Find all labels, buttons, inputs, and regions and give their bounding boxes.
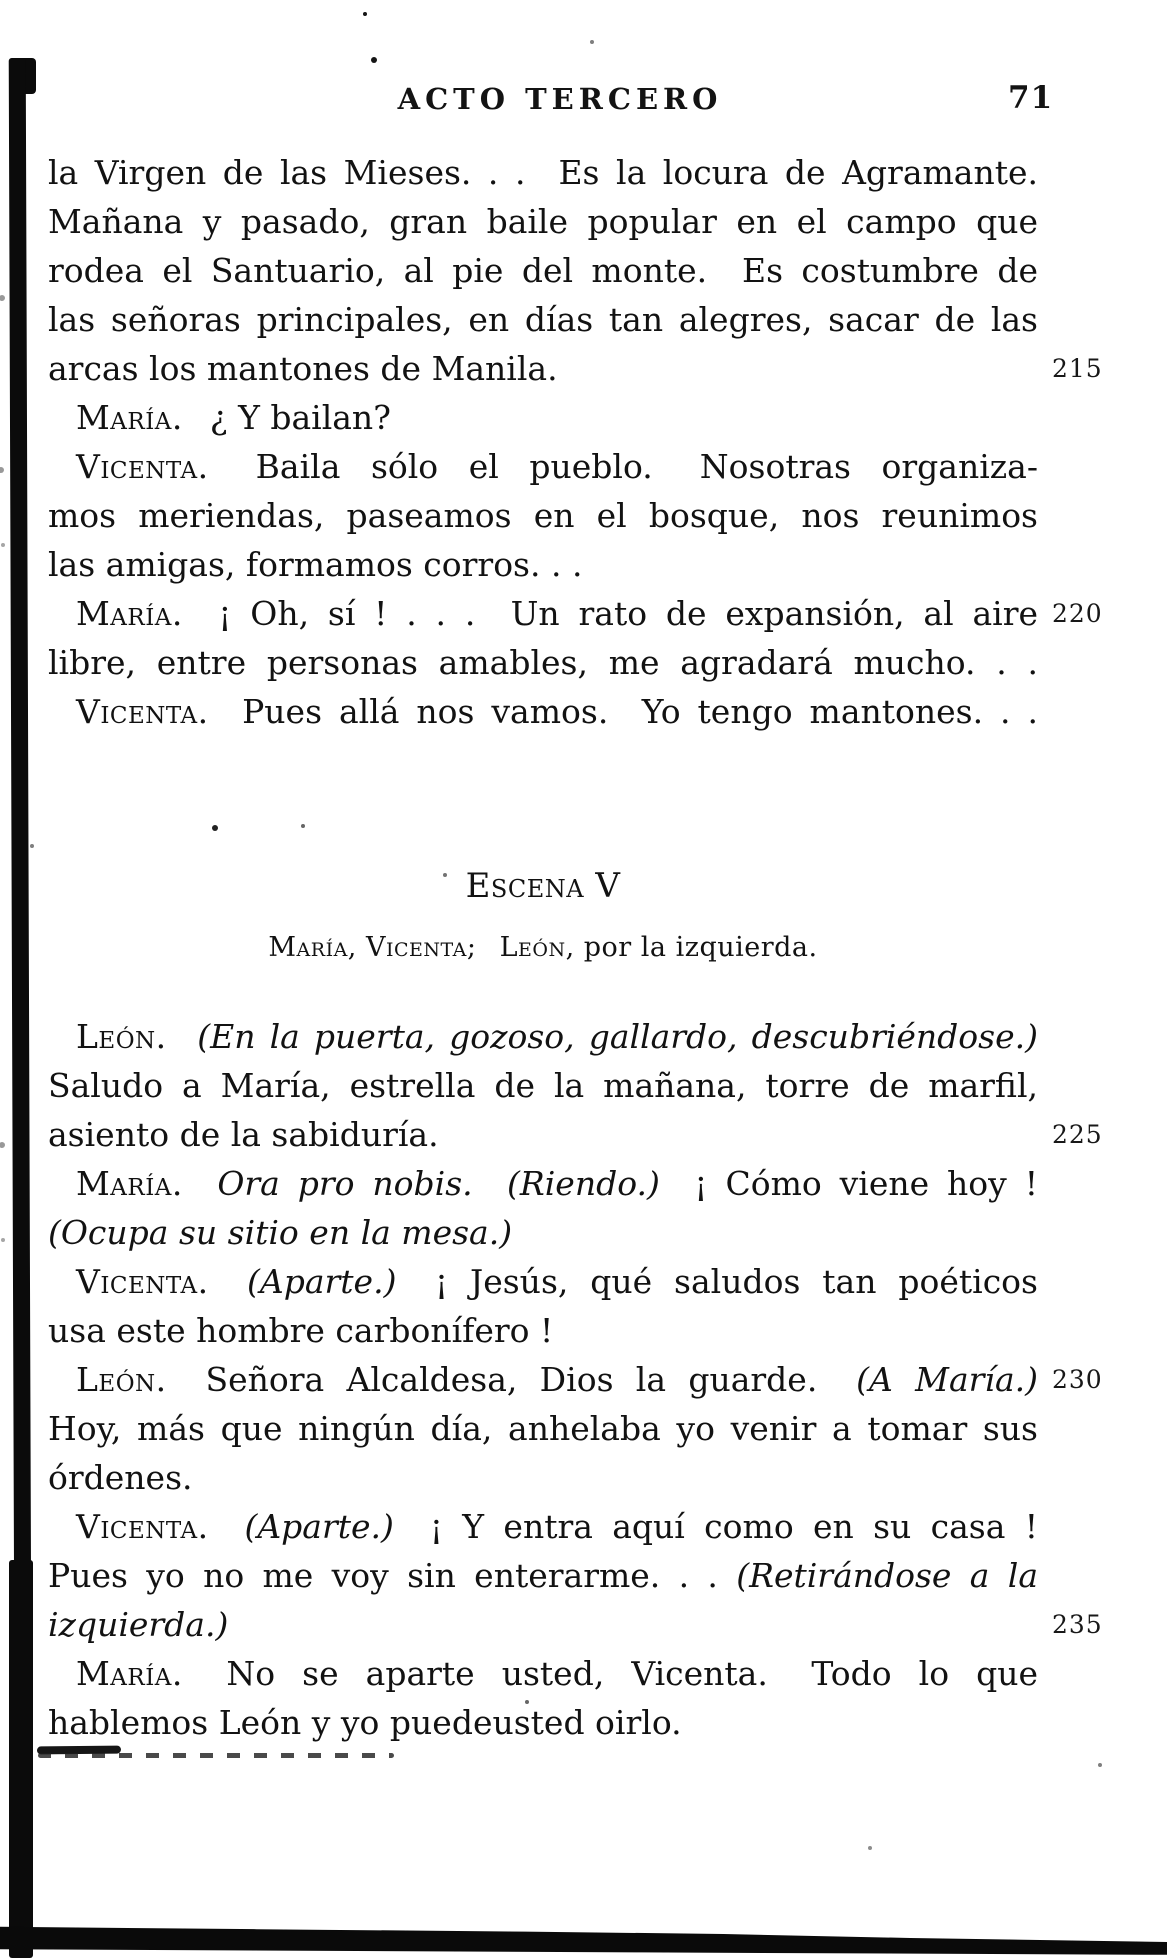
line-number: 220 xyxy=(1052,599,1103,628)
text-segment: León. xyxy=(76,1017,167,1056)
text-block xyxy=(48,148,1103,1747)
text-segment: León. xyxy=(76,1360,167,1399)
text-line xyxy=(48,1012,1038,1061)
running-header-title: ACTO TERCERO xyxy=(397,82,723,116)
text-segment: Pues allá nos vamos. Yo tengo mantones. . . xyxy=(208,692,1038,731)
text-segment: ¡ Y entra aquí como en su casa ! xyxy=(393,1507,1038,1546)
text-segment: Vicenta. xyxy=(76,1507,209,1546)
line-number: 215 xyxy=(1052,354,1103,383)
line-number: 235 xyxy=(1052,1610,1103,1639)
page-number: 71 xyxy=(1008,80,1054,116)
text-segment: María. xyxy=(76,594,183,633)
text-segment: ¡ Cómo viene hoy ! xyxy=(659,1164,1038,1203)
text-segment: Saludo a María, estrella de la mañana, torre de marfil, xyxy=(48,1066,1038,1105)
text-segment: María. xyxy=(76,1654,183,1693)
text-segment xyxy=(209,1262,247,1301)
text-line xyxy=(48,1551,1038,1600)
text-line xyxy=(48,197,1038,246)
text-line xyxy=(48,1453,1038,1502)
text-segment: Señora Alcaldesa, Dios la guarde. xyxy=(166,1360,857,1399)
text-segment: María. xyxy=(76,1164,183,1203)
text-segment: mos meriendas, paseamos en el bosque, nos reunimos xyxy=(48,496,1038,535)
text-segment: Vicenta. xyxy=(76,692,209,731)
text-segment: la Virgen de las Mieses. . . Es la locura de Agramante. xyxy=(48,153,1038,192)
text-line xyxy=(48,148,1038,197)
text-segment xyxy=(167,1017,198,1056)
text-segment xyxy=(183,1164,217,1203)
text-segment: Pues yo no me voy sin enterarme. . . xyxy=(48,1556,737,1595)
text-segment: ¿ Y bailan? xyxy=(182,398,391,437)
text-line xyxy=(48,638,1038,687)
text-segment: las amigas, formamos corros. . . xyxy=(48,545,583,584)
text-line xyxy=(48,1208,1038,1257)
gutter-shadow-lower xyxy=(9,1560,33,1958)
text-segment: Ora pro nobis. xyxy=(217,1164,473,1203)
ink-smudge-dotted xyxy=(38,1753,394,1758)
text-segment: rodea el Santuario, al pie del monte. Es costumbre de xyxy=(48,251,1038,290)
scene-heading-text: Escena V xyxy=(465,866,621,906)
text-segment: (Riendo.) xyxy=(507,1164,660,1203)
text-segment: (A María.) xyxy=(856,1360,1038,1399)
spacer xyxy=(48,736,1038,862)
text-line xyxy=(48,1649,1038,1698)
text-line xyxy=(48,491,1038,540)
text-segment: Vicenta. xyxy=(76,447,209,486)
text-segment: izquierda.) xyxy=(48,1605,229,1644)
text-segment: hablemos León y yo puedeusted oirlo. xyxy=(48,1703,682,1742)
text-segment: María xyxy=(268,932,348,963)
text-line xyxy=(48,1306,1038,1355)
text-segment: Vicenta. xyxy=(76,1262,209,1301)
text-segment: Mañana y pasado, gran baile popular en el campo que xyxy=(48,202,1038,241)
text-segment: Baila sólo el pueblo. Nosotras organiza- xyxy=(208,447,1038,486)
text-segment: León xyxy=(499,932,566,963)
text-segment: arcas los mantones de Manila. xyxy=(48,349,558,388)
text-segment: ; xyxy=(466,932,500,963)
text-line xyxy=(48,540,1038,589)
text-line xyxy=(48,246,1038,295)
text-line xyxy=(48,1355,1103,1404)
text-line xyxy=(48,295,1038,344)
text-segment: Vicenta xyxy=(365,932,467,963)
ink-specks xyxy=(0,0,4,4)
text-segment: órdenes. xyxy=(48,1458,193,1497)
text-line xyxy=(48,1110,1103,1159)
text-segment: (Ocupa su sitio en la mesa.) xyxy=(48,1213,513,1252)
text-line xyxy=(48,1698,1038,1747)
text-segment: libre, entre personas amables, me agradará mucho. . . xyxy=(48,643,1038,682)
text-line xyxy=(48,393,1038,442)
text-line xyxy=(48,1257,1038,1306)
text-segment: (En la puerta, gozoso, gallardo, descubriéndose.) xyxy=(197,1017,1038,1056)
text-segment: Hoy, más que ningún día, anhelaba yo venir a tomar sus xyxy=(48,1409,1038,1448)
text-segment: , xyxy=(347,932,366,963)
text-segment: (Aparte.) xyxy=(244,1507,394,1546)
text-line xyxy=(48,1600,1103,1649)
line-number: 225 xyxy=(1052,1120,1103,1149)
spacer xyxy=(48,968,1038,1012)
scene-characters xyxy=(48,928,1038,968)
text-segment: usa este hombre carbonífero ! xyxy=(48,1311,554,1350)
text-line xyxy=(48,687,1038,736)
text-segment: (Aparte.) xyxy=(247,1262,397,1301)
text-line xyxy=(48,344,1103,393)
text-segment: (Retirándose a la xyxy=(736,1556,1038,1595)
text-line xyxy=(48,442,1038,491)
scene-heading xyxy=(48,862,1038,910)
text-line xyxy=(48,1404,1038,1453)
text-segment: asiento de la sabiduría. xyxy=(48,1115,439,1154)
line-number: 230 xyxy=(1052,1365,1103,1394)
text-segment: No se aparte usted, Vicenta. Todo lo que xyxy=(182,1654,1038,1693)
text-segment: , por la izquierda. xyxy=(565,932,818,963)
spacer xyxy=(48,910,1038,928)
bottom-scan-edge xyxy=(0,1918,1167,1958)
text-segment xyxy=(209,1507,245,1546)
text-line xyxy=(48,1159,1038,1208)
text-line xyxy=(48,589,1103,638)
text-segment: ¡ Oh, sí ! . . . Un rato de expansión, al aire xyxy=(182,594,1038,633)
text-segment: María. xyxy=(76,398,183,437)
text-line xyxy=(48,1502,1038,1551)
text-segment: las señoras principales, en días tan alegres, sacar de las xyxy=(48,300,1038,339)
text-line xyxy=(48,1061,1038,1110)
text-segment xyxy=(473,1164,507,1203)
text-segment: ¡ Jesús, qué saludos tan poéticos xyxy=(396,1262,1038,1301)
